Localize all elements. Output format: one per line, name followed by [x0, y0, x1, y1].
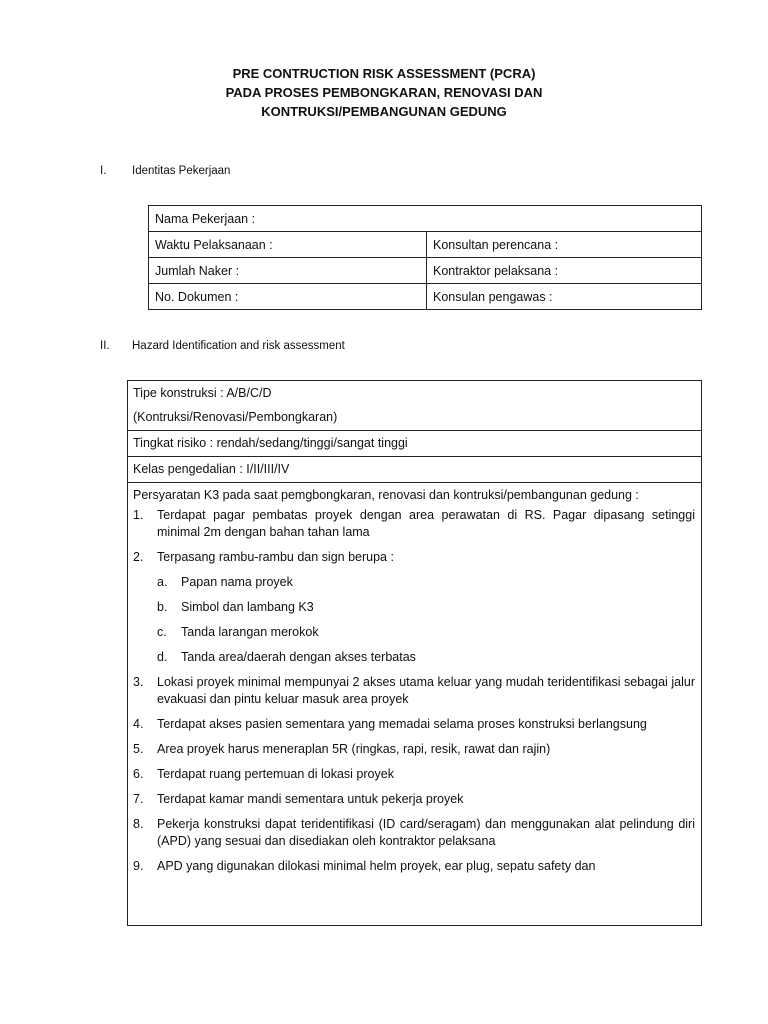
sub-list-item: [157, 574, 695, 591]
section-2-heading: [100, 340, 345, 352]
sign-sublist: [157, 574, 695, 666]
waktu-pelaksanaan-cell: Waktu Pelaksanaan :: [149, 232, 427, 258]
section-2-number: II.: [100, 340, 110, 352]
item-number: 8.: [133, 817, 144, 831]
tipe-konstruksi: Tipe konstruksi : A/B/C/D: [133, 386, 272, 400]
item-text: Area proyek harus meneraplan 5R (ringkas, rapi, resik, rawat dan rajin): [157, 742, 551, 756]
list-item: [133, 674, 695, 708]
subitem-letter: d.: [157, 650, 168, 664]
document-title: [0, 64, 768, 121]
nama-pekerjaan-cell: Nama Pekerjaan :: [149, 206, 702, 232]
table-row: [149, 284, 702, 310]
subitem-text: Papan nama proyek: [181, 575, 293, 589]
persyaratan-k3-section: [128, 483, 701, 875]
list-item: [133, 741, 695, 758]
list-item: [133, 507, 695, 541]
hazard-table: [127, 380, 702, 926]
kontraktor-pelaksana-cell: Kontraktor pelaksana :: [427, 258, 702, 284]
item-number: 6.: [133, 767, 144, 781]
tingkat-risiko-row: Tingkat risiko : rendah/sedang/tinggi/sangat tinggi: [128, 431, 701, 457]
item-text: Pekerja konstruksi dapat teridentifikasi (ID card/seragam) dan menggunakan alat pelindung diri (APD) yang sesuai dan disediakan oleh kontraktor pelaksana: [157, 817, 695, 848]
konsulan-pengawas-cell: Konsulan pengawas :: [427, 284, 702, 310]
list-item: [133, 858, 695, 875]
list-item: [133, 766, 695, 783]
table-row: [149, 206, 702, 232]
jumlah-naker-cell: Jumlah Naker :: [149, 258, 427, 284]
no-dokumen-cell: No. Dokumen :: [149, 284, 427, 310]
section-1-heading: [100, 165, 230, 177]
item-text: Terdapat ruang pertemuan di lokasi proyek: [157, 767, 394, 781]
subitem-letter: b.: [157, 600, 168, 614]
item-number: 5.: [133, 742, 144, 756]
list-item: [133, 791, 695, 808]
item-text: Terdapat pagar pembatas proyek dengan area perawatan di RS. Pagar dipasang setinggi minimal 2m dengan bahan tahan lama: [157, 508, 695, 539]
subitem-text: Tanda larangan merokok: [181, 625, 319, 639]
section-1-number: I.: [100, 165, 107, 177]
title-line-3: KONTRUKSI/PEMBANGUNAN GEDUNG: [261, 104, 507, 119]
subitem-text: Simbol dan lambang K3: [181, 600, 314, 614]
identity-table: [148, 205, 702, 310]
section-1-title: Identitas Pekerjaan: [132, 165, 231, 177]
persyaratan-intro: Persyaratan K3 pada saat pemgbongkaran, renovasi dan kontruksi/pembangunan gedung :: [133, 488, 639, 502]
item-number: 7.: [133, 792, 144, 806]
tipe-konstruksi-row: [128, 381, 701, 431]
item-number: 3.: [133, 675, 144, 689]
subitem-text: Tanda area/daerah dengan akses terbatas: [181, 650, 416, 664]
item-number: 4.: [133, 717, 144, 731]
sub-list-item: [157, 649, 695, 666]
konsultan-perencana-cell: Konsultan perencana :: [427, 232, 702, 258]
item-number: 9.: [133, 859, 144, 873]
kelas-pengendalian-row: Kelas pengedalian : I/II/III/IV: [128, 457, 701, 483]
section-2-title: Hazard Identification and risk assessment: [132, 340, 345, 352]
title-line-1: PRE CONTRUCTION RISK ASSESSMENT (PCRA): [232, 66, 536, 81]
item-number: 2.: [133, 550, 144, 564]
item-text: Lokasi proyek minimal mempunyai 2 akses utama keluar yang mudah teridentifikasi sebagai jalur evakuasi dan pintu keluar masuk area proyek: [157, 675, 695, 706]
item-text: Terdapat kamar mandi sementara untuk pekerja proyek: [157, 792, 464, 806]
item-text: Terdapat akses pasien sementara yang memadai selama proses konstruksi berlangsung: [157, 717, 647, 731]
list-item: [133, 549, 695, 666]
table-row: [149, 232, 702, 258]
list-item: [133, 816, 695, 850]
subitem-letter: c.: [157, 625, 167, 639]
item-text: APD yang digunakan dilokasi minimal helm proyek, ear plug, sepatu safety dan: [157, 859, 596, 873]
item-text: Terpasang rambu-rambu dan sign berupa :: [157, 550, 394, 564]
list-item: [133, 716, 695, 733]
sub-list-item: [157, 624, 695, 641]
requirements-list: [133, 507, 695, 875]
sub-list-item: [157, 599, 695, 616]
title-line-2: PADA PROSES PEMBONGKARAN, RENOVASI DAN: [225, 85, 543, 100]
subitem-letter: a.: [157, 575, 168, 589]
item-number: 1.: [133, 508, 144, 522]
tipe-konstruksi-options: (Kontruksi/Renovasi/Pembongkaran): [133, 410, 338, 424]
table-row: [149, 258, 702, 284]
